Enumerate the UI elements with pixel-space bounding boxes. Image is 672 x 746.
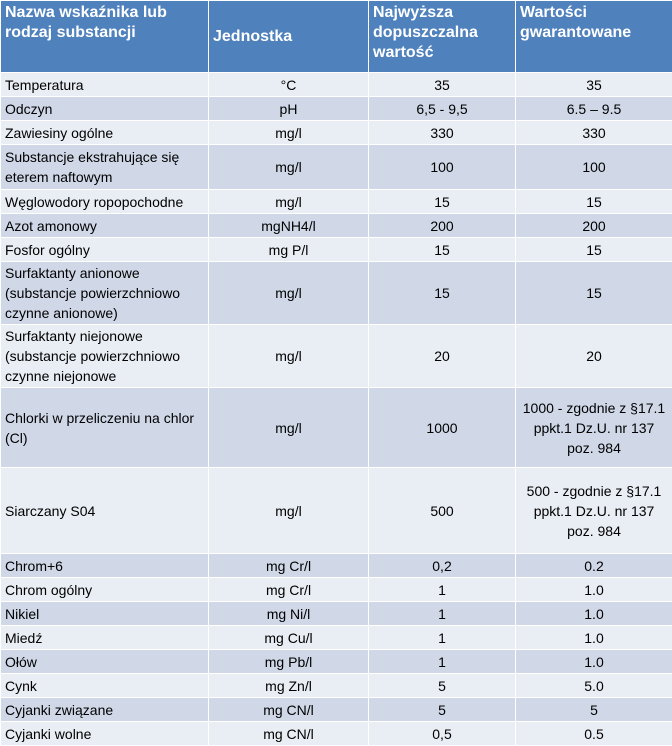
unit-cell: mg CN/l: [209, 698, 369, 722]
max-value-cell: 20: [369, 325, 516, 388]
unit-cell: °C: [209, 73, 369, 97]
indicator-name: Temperatura: [1, 73, 209, 97]
table-row: [1, 626, 672, 650]
unit-cell: mg/l: [209, 145, 369, 190]
table-row: [1, 145, 672, 190]
max-value-cell: 6,5 - 9,5: [369, 97, 516, 121]
table-row: [1, 698, 672, 722]
indicator-name: Azot amonowy: [1, 214, 209, 238]
max-value-cell: 1: [369, 626, 516, 650]
indicator-name: Chrom+6: [1, 554, 209, 578]
header-guaranteed-value: Wartości gwarantowane: [516, 1, 672, 73]
unit-cell: mg Zn/l: [209, 674, 369, 698]
max-value-cell: 200: [369, 214, 516, 238]
max-value-cell: 0,2: [369, 554, 516, 578]
max-value-cell: 5: [369, 674, 516, 698]
table-row: [1, 554, 672, 578]
indicator-name: Fosfor ogólny: [1, 238, 209, 262]
table-row: [1, 650, 672, 674]
guaranteed-value-cell: 100: [516, 145, 672, 190]
guaranteed-value-cell: 1000 - zgodnie z §17.1 ppkt.1 Dz.U. nr 137 poz. 984: [516, 388, 672, 468]
unit-cell: mg Cu/l: [209, 626, 369, 650]
indicator-name: Miedź: [1, 626, 209, 650]
table-row: [1, 602, 672, 626]
unit-cell: pH: [209, 97, 369, 121]
max-value-cell: 1: [369, 650, 516, 674]
indicator-name: Cynk: [1, 674, 209, 698]
guaranteed-value-cell: 5: [516, 698, 672, 722]
max-value-cell: 1: [369, 578, 516, 602]
unit-cell: mgNH4/l: [209, 214, 369, 238]
guaranteed-value-cell: 20: [516, 325, 672, 388]
indicator-name: Cyjanki wolne: [1, 722, 209, 746]
header-unit: Jednostka: [209, 1, 369, 73]
max-value-cell: 15: [369, 190, 516, 214]
indicator-name: Chrom ogólny: [1, 578, 209, 602]
indicator-name: Węglowodory ropopochodne: [1, 190, 209, 214]
table-row: [1, 262, 672, 325]
max-value-cell: 1: [369, 602, 516, 626]
unit-cell: mg/l: [209, 262, 369, 325]
indicator-name: Surfaktanty niejonowe (substancje powierzchniowo czynne niejonowe: [1, 325, 209, 388]
indicator-name: Chlorki w przeliczeniu na chlor (Cl): [1, 388, 209, 468]
guaranteed-value-cell: 330: [516, 121, 672, 145]
table-row: [1, 468, 672, 554]
table-row: [1, 97, 672, 121]
indicator-name: Surfaktanty anionowe (substancje powierzchniowo czynne anionowe): [1, 262, 209, 325]
max-value-cell: 1000: [369, 388, 516, 468]
max-value-cell: 330: [369, 121, 516, 145]
max-value-cell: 500: [369, 468, 516, 554]
table-header: [1, 1, 672, 73]
indicator-name: Cyjanki związane: [1, 698, 209, 722]
max-value-cell: 0,5: [369, 722, 516, 746]
unit-cell: mg/l: [209, 325, 369, 388]
max-value-cell: 5: [369, 698, 516, 722]
unit-cell: mg/l: [209, 468, 369, 554]
indicator-name: Substancje ekstrahujące się eterem naftowym: [1, 145, 209, 190]
guaranteed-value-cell: 1.0: [516, 626, 672, 650]
guaranteed-value-cell: 6.5 – 9.5: [516, 97, 672, 121]
unit-cell: mg Cr/l: [209, 554, 369, 578]
table-row: [1, 722, 672, 746]
table-row: [1, 578, 672, 602]
guaranteed-value-cell: 1.0: [516, 650, 672, 674]
unit-cell: mg P/l: [209, 238, 369, 262]
header-row: [1, 1, 672, 73]
unit-cell: mg/l: [209, 190, 369, 214]
unit-cell: mg Ni/l: [209, 602, 369, 626]
table-row: [1, 325, 672, 388]
guaranteed-value-cell: 0.2: [516, 554, 672, 578]
guaranteed-value-cell: 35: [516, 73, 672, 97]
guaranteed-value-cell: 1.0: [516, 602, 672, 626]
guaranteed-value-cell: 0.5: [516, 722, 672, 746]
table-row: [1, 121, 672, 145]
table-row: [1, 388, 672, 468]
max-value-cell: 15: [369, 262, 516, 325]
guaranteed-value-cell: 1.0: [516, 578, 672, 602]
header-max-value: Najwyższa dopuszczalna wartość: [369, 1, 516, 73]
unit-cell: mg CN/l: [209, 722, 369, 746]
guaranteed-value-cell: 200: [516, 214, 672, 238]
unit-cell: mg Pb/l: [209, 650, 369, 674]
max-value-cell: 100: [369, 145, 516, 190]
table-row: [1, 238, 672, 262]
table-row: [1, 674, 672, 698]
max-value-cell: 35: [369, 73, 516, 97]
unit-cell: mg Cr/l: [209, 578, 369, 602]
unit-cell: mg/l: [209, 388, 369, 468]
max-value-cell: 15: [369, 238, 516, 262]
table-row: [1, 214, 672, 238]
indicator-name: Zawiesiny ogólne: [1, 121, 209, 145]
guaranteed-value-cell: 15: [516, 262, 672, 325]
unit-cell: mg/l: [209, 121, 369, 145]
indicator-name: Nikiel: [1, 602, 209, 626]
guaranteed-value-cell: 15: [516, 238, 672, 262]
table-row: [1, 190, 672, 214]
indicator-name: Siarczany S04: [1, 468, 209, 554]
guaranteed-value-cell: 15: [516, 190, 672, 214]
table-row: [1, 73, 672, 97]
indicator-name: Ołów: [1, 650, 209, 674]
guaranteed-value-cell: 5.0: [516, 674, 672, 698]
table-body: [1, 73, 672, 746]
indicator-name: Odczyn: [1, 97, 209, 121]
header-indicator-name: Nazwa wskaźnika lub rodzaj substancji: [1, 1, 209, 73]
guaranteed-value-cell: 500 - zgodnie z §17.1 ppkt.1 Dz.U. nr 137 poz. 984: [516, 468, 672, 554]
